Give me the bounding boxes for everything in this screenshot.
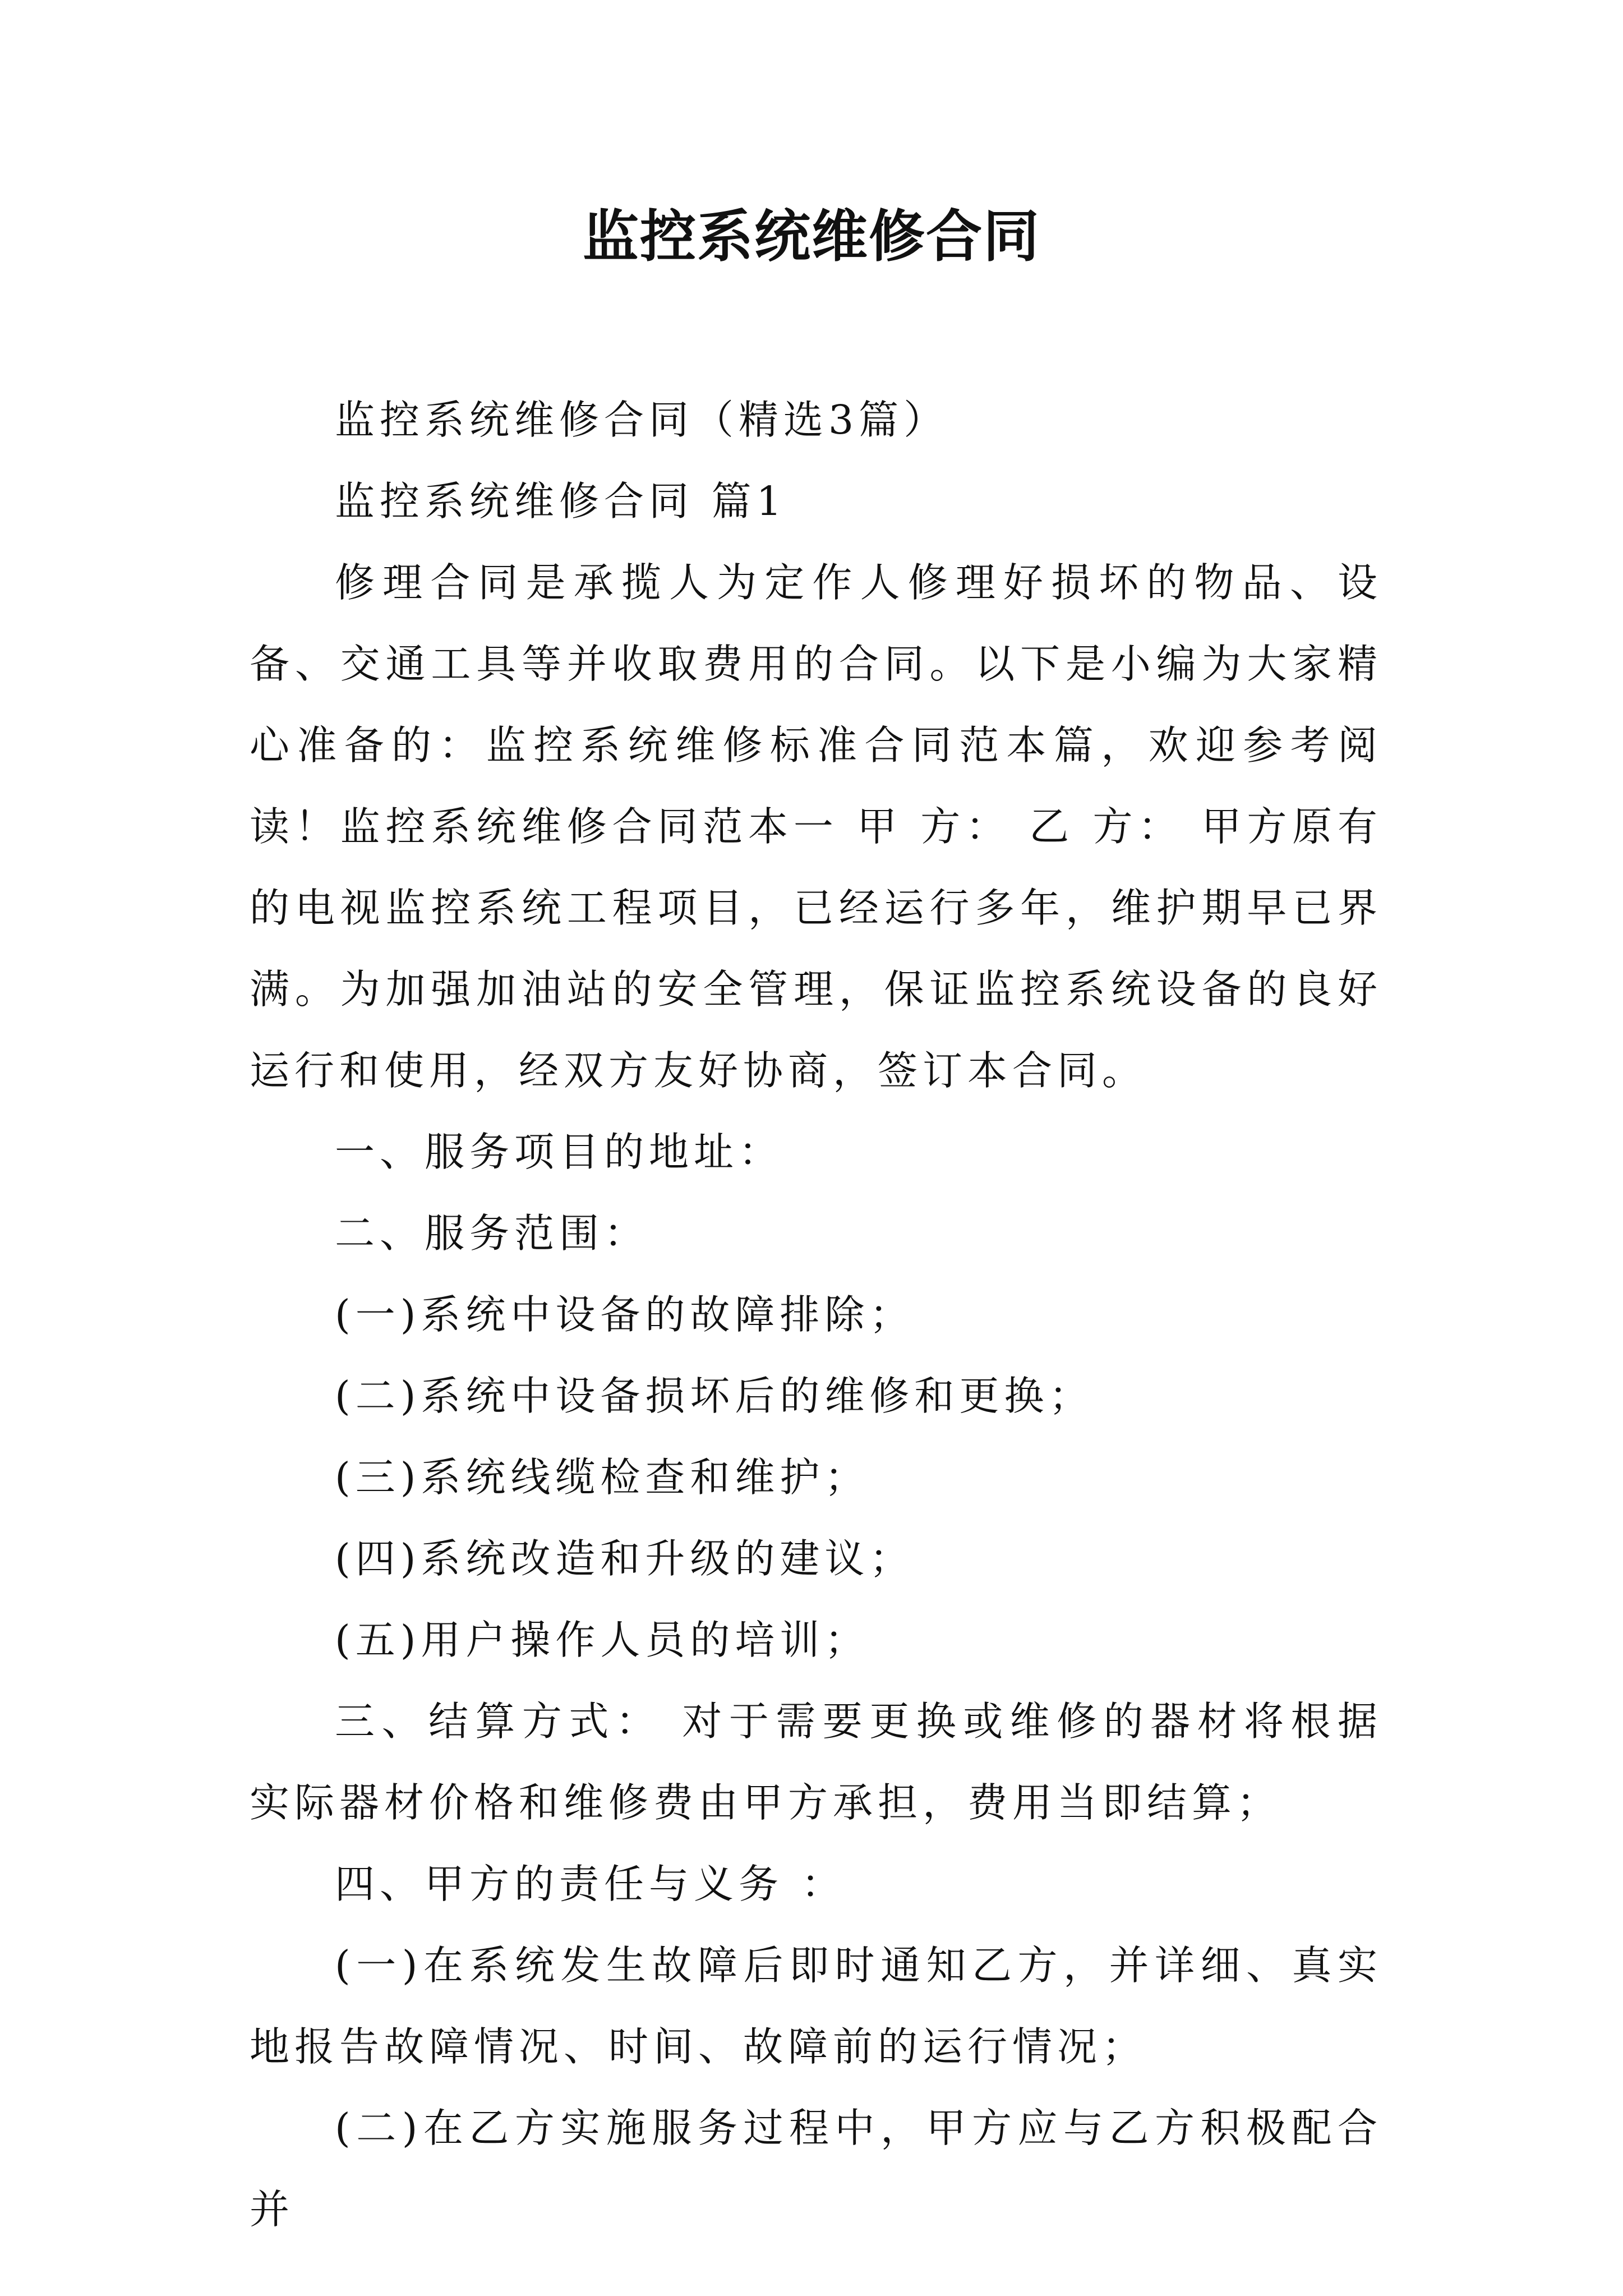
paragraph-clause-4: 四、甲方的责任与义务 ： (335, 1861, 846, 1907)
paragraph-item: (四)系统改造和升级的建议； (335, 1535, 915, 1582)
paragraph-item: (二)在乙方实施服务过程中，甲方应与乙方积极配合并 (250, 2105, 1382, 2233)
document-body (250, 379, 1382, 2250)
paragraph-section-heading: 监控系统维修合同 篇1 (335, 478, 787, 524)
paragraph-clause-1: 一、服务项目的地址： (335, 1129, 784, 1175)
paragraph-item: (二)系统中设备损坏后的维修和更换； (335, 1373, 1094, 1419)
paragraph-clause-2: 二、服务范围： (335, 1210, 649, 1257)
document-title: 监控系统维修合同 (583, 204, 1040, 269)
paragraph-item: (一)系统中设备的故障排除； (335, 1291, 915, 1338)
paragraph-clause-3: 三、结算方式： 对于需要更换或维修的器材将根据实际器材价格和维修费由甲方承担，费用当即结算； (250, 1698, 1382, 1826)
paragraph-item: (五)用户操作人员的培训； (335, 1617, 870, 1663)
paragraph-item: (一)在系统发生故障后即时通知乙方，并详细、真实地报告故障情况、时间、故障前的运行情况； (250, 1942, 1382, 2070)
paragraph-subtitle: 监控系统维修合同（精选3篇） (335, 397, 949, 443)
paragraph-item: (三)系统线缆检查和维护； (335, 1454, 870, 1501)
paragraph-intro: 修理合同是承揽人为定作人修理好损坏的物品、设备、交通工具等并收取费用的合同。以下是小编为大家精心准备的：监控系统维修标准合同范本篇，欢迎参考阅读！监控系统维修合同范本一 甲 方： 乙 方： 甲方原有的电视监控系统工程项目，已经运行多年，维护期早已界满。为加强加油站的安全管理，保证监控系统设备的良好运行和使用，经双方友好协商，签订本合同。 (250, 559, 1382, 1094)
